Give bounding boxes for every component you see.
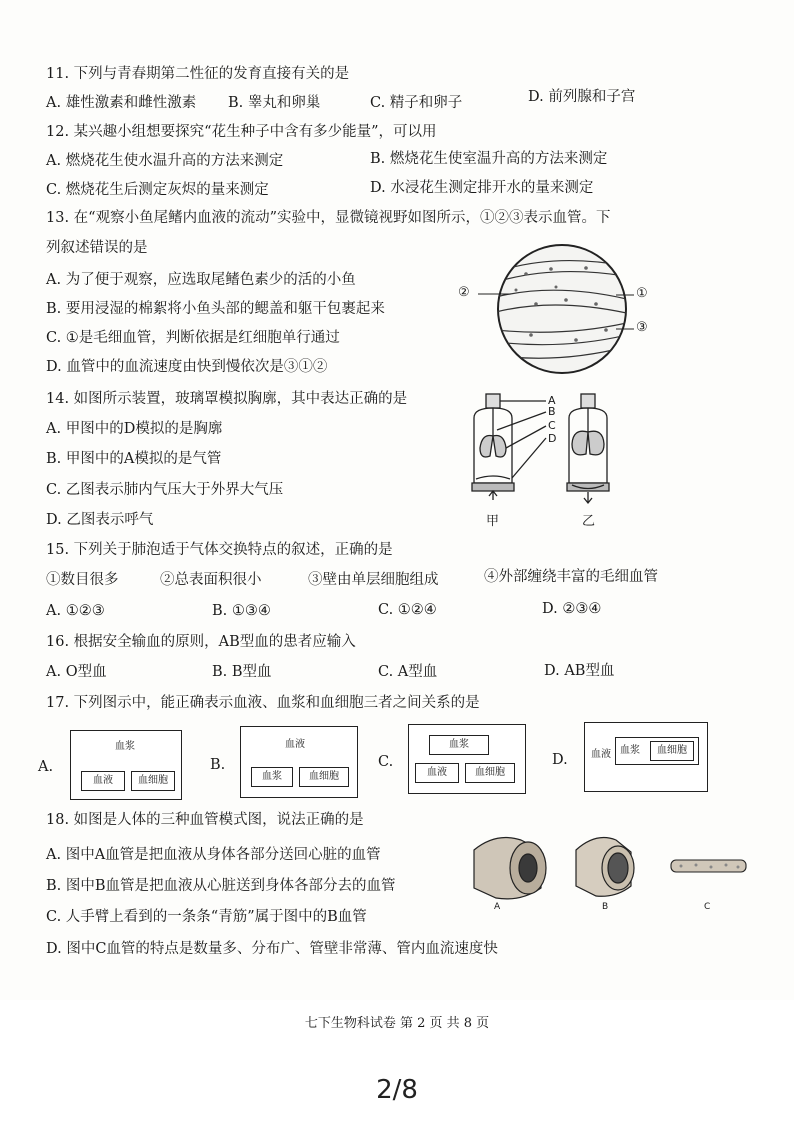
page-footer: 七下生物科试卷 第 2 页 共 8 页 — [304, 1016, 490, 1031]
q17-c-top: 血浆 — [429, 735, 489, 755]
q17-option-b-letter: B. — [210, 757, 226, 773]
q15-statement-2: ②总表面积很小 — [160, 572, 262, 588]
q18-option-c: C. 人手臂上看到的一条条“青筋”属于图中的B血管 — [46, 909, 367, 925]
q12-option-c: C. 燃烧花生后测定灰烬的量来测定 — [46, 182, 269, 198]
q11-option-b: B. 睾丸和卵巢 — [228, 95, 321, 111]
q15-statement-3: ③壁由单层细胞组成 — [308, 572, 439, 588]
q17-c-inner1: 血液 — [415, 763, 459, 783]
q18-label-a: A — [494, 902, 501, 912]
q15-option-c: C. ①②④ — [378, 602, 437, 618]
q18-stem: 18. 如图是人体的三种血管模式图，说法正确的是 — [46, 812, 364, 828]
q18-option-a: A. 图中A血管是把血液从身体各部分送回心脏的血管 — [46, 847, 381, 863]
q13-microscope-figure — [456, 242, 666, 377]
q14-label-a: A — [548, 394, 556, 407]
q17-diagram-a — [70, 730, 182, 800]
q11-stem: 11. 下列与青春期第二性征的发育直接有关的是 — [46, 66, 350, 82]
q13-label-1: ① — [636, 286, 648, 301]
q17-d-outer-label: 血液 — [591, 749, 611, 760]
q17-a-outer-label: 血浆 — [115, 741, 135, 752]
q14-label-d: D — [548, 432, 557, 445]
q17-option-a-letter: A. — [38, 759, 54, 775]
q13-option-c: C. ①是毛细血管，判断依据是红细胞单行通过 — [46, 330, 340, 346]
q15-stem: 15. 下列关于肺泡适于气体交换特点的叙述，正确的是 — [46, 542, 393, 558]
q14-label-c: C — [548, 419, 556, 432]
q17-b-inner1: 血浆 — [251, 767, 293, 787]
q17-a-inner2: 血细胞 — [131, 771, 175, 791]
q11-option-a: A. 雄性激素和雌性激素 — [46, 95, 197, 111]
q13-option-b: B. 要用浸湿的棉絮将小鱼头部的鳃盖和躯干包裹起来 — [46, 301, 385, 317]
q18-option-d: D. 图中C血管的特点是数量多、分布广、管壁非常薄、管内血流速度快 — [46, 941, 498, 957]
q17-diagram-b — [240, 726, 358, 798]
q17-option-c-letter: C. — [378, 754, 394, 770]
q17-b-outer-label: 血液 — [285, 739, 305, 750]
q16-option-c: C. A型血 — [378, 664, 438, 680]
q16-option-a: A. O型血 — [46, 664, 107, 680]
q13-stem-line1: 13. 在“观察小鱼尾鳍内血液的流动”实验中，显微镜视野如图所示，①②③表示血管。下 — [46, 210, 611, 226]
q15-option-a: A. ①②③ — [46, 603, 105, 619]
q14-bell-jar-figure — [462, 388, 662, 533]
q12-option-b: B. 燃烧花生使室温升高的方法来测定 — [370, 151, 608, 167]
q13-option-a: A. 为了便于观察，应选取尾鳍色素少的活的小鱼 — [46, 272, 356, 288]
q13-option-d: D. 血管中的血流速度由快到慢依次是③①② — [46, 359, 328, 375]
q16-option-b: B. B型血 — [212, 664, 272, 680]
q18-label-c: C — [704, 902, 711, 912]
q14-option-d: D. 乙图表示呼气 — [46, 512, 154, 528]
q13-label-2: ② — [458, 285, 470, 300]
q14-label-yi: 乙 — [582, 514, 596, 529]
q17-d-mid-label: 血浆 — [620, 745, 640, 756]
q12-option-d: D. 水浸花生测定排开水的量来测定 — [370, 180, 594, 196]
q12-stem: 12. 某兴趣小组想要探究“花生种子中含有多少能量”，可以用 — [46, 124, 437, 140]
q15-statement-4: ④外部缠绕丰富的毛细血管 — [484, 569, 658, 585]
q17-diagram-c — [408, 724, 526, 794]
q16-stem: 16. 根据安全输血的原则，AB型血的患者应输入 — [46, 634, 356, 650]
q14-option-c: C. 乙图表示肺内气压大于外界大气压 — [46, 482, 284, 498]
q13-label-3: ③ — [636, 320, 648, 335]
q14-option-b: B. 甲图中的A模拟的是气管 — [46, 451, 222, 467]
q17-c-inner2: 血细胞 — [465, 763, 515, 783]
q12-option-a: A. 燃烧花生使水温升高的方法来测定 — [46, 153, 284, 169]
q13-stem-line2: 列叙述错误的是 — [46, 240, 148, 256]
q14-label-b: B — [548, 405, 556, 418]
q17-diagram-d — [584, 722, 708, 792]
q16-option-d: D. AB型血 — [544, 663, 615, 679]
q17-stem: 17. 下列图示中，能正确表示血液、血浆和血细胞三者之间关系的是 — [46, 695, 480, 711]
q14-stem: 14. 如图所示装置，玻璃罩模拟胸廓，其中表达正确的是 — [46, 391, 408, 407]
q14-label-jia: 甲 — [486, 514, 500, 529]
q17-b-inner2: 血细胞 — [299, 767, 349, 787]
q17-option-d-letter: D. — [552, 752, 568, 768]
q11-option-c: C. 精子和卵子 — [370, 95, 463, 111]
q17-d-inner: 血细胞 — [650, 741, 694, 761]
q17-d-mid — [615, 737, 699, 765]
q14-option-a: A. 甲图中的D模拟的是胸廓 — [46, 421, 223, 437]
q18-label-b: B — [602, 902, 609, 912]
q17-a-inner1: 血液 — [81, 771, 125, 791]
q15-option-b: B. ①③④ — [212, 603, 271, 619]
q18-option-b: B. 图中B血管是把血液从心脏送到身体各部分去的血管 — [46, 878, 396, 894]
q18-vessels-figure — [466, 830, 756, 920]
q15-option-d: D. ②③④ — [542, 601, 602, 617]
q15-statement-1: ①数目很多 — [46, 572, 119, 588]
q11-option-d: D. 前列腺和子宫 — [528, 89, 636, 105]
page-indicator: 2/8 — [376, 1075, 418, 1105]
